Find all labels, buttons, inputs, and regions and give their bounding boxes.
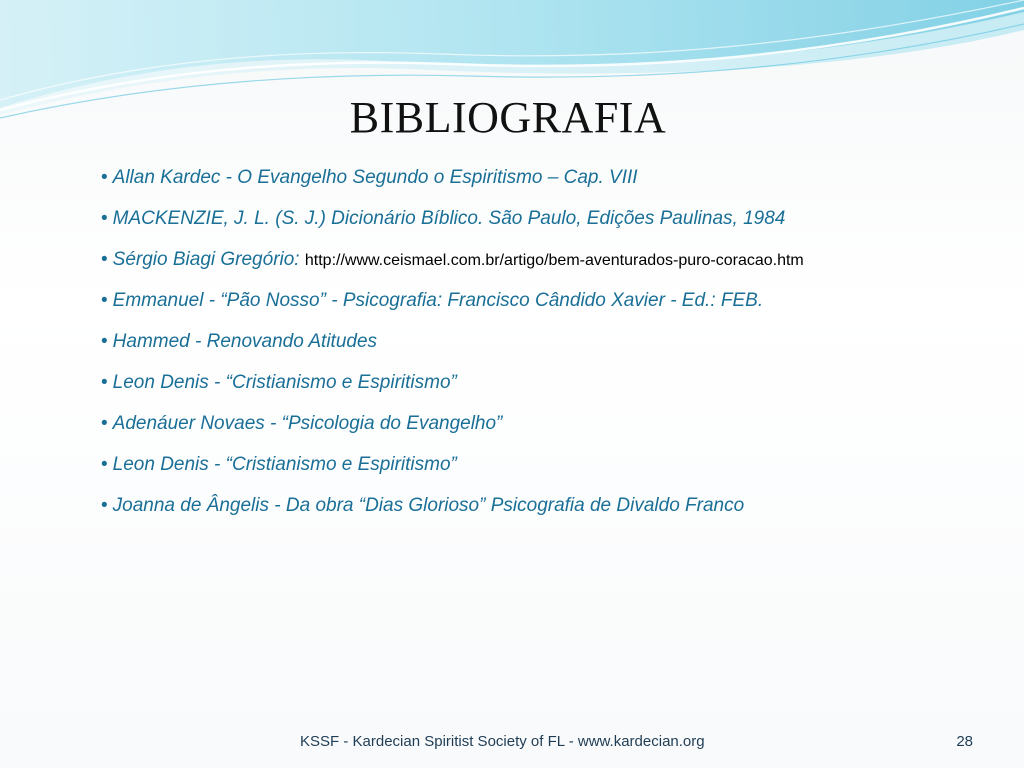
bibliography-item-text: Allan Kardec - O Evangelho Segundo o Espiritismo – Cap. VIII bbox=[112, 167, 638, 188]
bibliography-item bbox=[101, 410, 1001, 451]
bullet-icon: • bbox=[101, 372, 108, 393]
bibliography-item bbox=[101, 451, 1001, 492]
bibliography-item-text: Hammed - Renovando Atitudes bbox=[112, 331, 378, 352]
bullet-icon: • bbox=[101, 290, 108, 311]
bibliography-item bbox=[101, 246, 1001, 287]
bullet-icon: • bbox=[101, 249, 108, 270]
bibliography-item-text: MACKENZIE, J. L. (S. J.) Dicionário Bíblico. São Paulo, Edições Paulinas, 1984 bbox=[112, 208, 786, 229]
bibliography-item-text: Leon Denis - “Cristianismo e Espiritismo” bbox=[112, 372, 457, 393]
bibliography-item bbox=[101, 328, 1001, 369]
bibliography-item bbox=[101, 369, 1001, 410]
bibliography-item bbox=[101, 164, 1001, 205]
bullet-icon: • bbox=[101, 167, 108, 188]
bibliography-item-text: Leon Denis - “Cristianismo e Espiritismo” bbox=[112, 454, 457, 475]
bibliography-item-text: Adenáuer Novaes - “Psicologia do Evangelho” bbox=[112, 413, 503, 434]
bibliography-item-text: Joanna de Ângelis - Da obra “Dias Glorioso” Psicografia de Divaldo Franco bbox=[112, 495, 745, 516]
bullet-icon: • bbox=[101, 454, 108, 475]
bullet-icon: • bbox=[101, 495, 108, 516]
bullet-icon: • bbox=[101, 331, 108, 352]
bibliography-link[interactable]: http://www.ceismael.com.br/artigo/bem-aventurados-puro-coracao.htm bbox=[304, 252, 804, 269]
bibliography-item-text: Emmanuel - “Pão Nosso” - Psicografia: Francisco Cândido Xavier - Ed.: FEB. bbox=[112, 290, 764, 311]
page-number: 28 bbox=[956, 733, 973, 750]
bullet-icon: • bbox=[101, 208, 108, 229]
bullet-icon: • bbox=[101, 413, 108, 434]
bibliography-item-text: Sérgio Biagi Gregório: bbox=[112, 249, 305, 270]
bibliography-item bbox=[101, 287, 1001, 328]
footer-text: KSSF - Kardecian Spiritist Society of FL - www.kardecian.org bbox=[300, 733, 705, 750]
slide-title: BIBLIOGRAFIA bbox=[349, 93, 667, 142]
bibliography-item bbox=[101, 205, 1001, 246]
bibliography-list bbox=[101, 164, 1001, 533]
bibliography-item bbox=[101, 492, 1001, 533]
